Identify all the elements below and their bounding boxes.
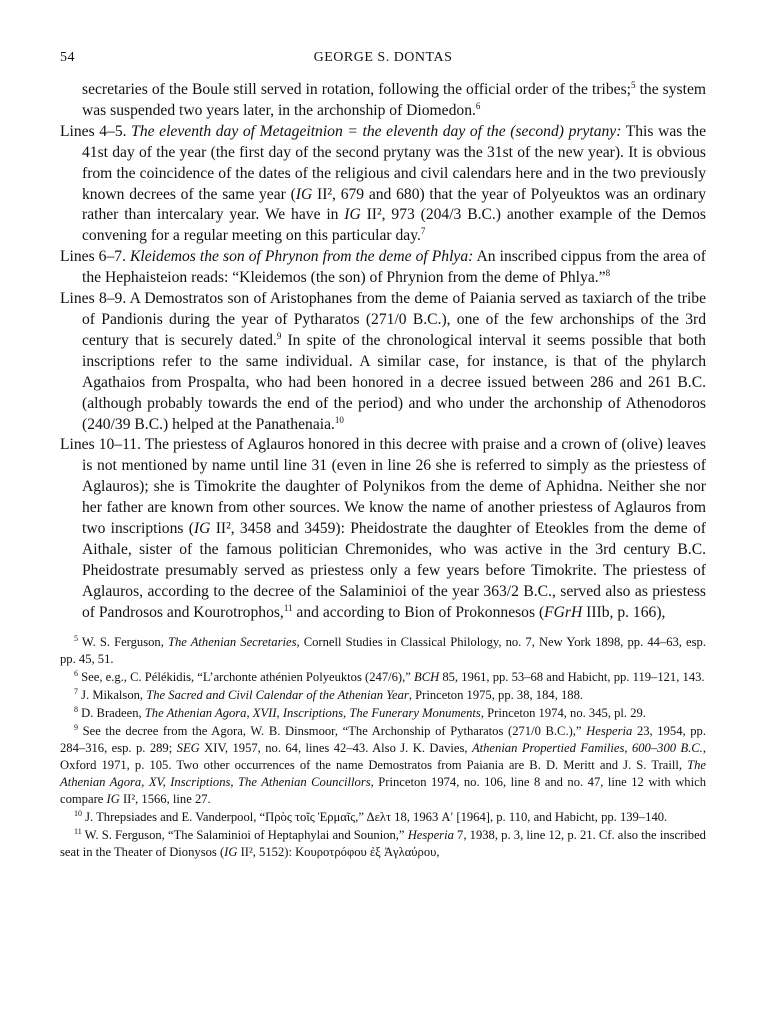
commentary-lines-10-11: Lines 10–11. The priestess of Aglauros honored in this decree with praise and a crown of (olive) leaves is not mentioned by name until line 31 (even in line 26 she is referred to simply as the priestess of Aglauros); she is Timokrite the daughter of Polynikos from the deme of Aphidna. Neither she nor her father are known from other sources. We know the name of another priestess of Aglauros from two inscriptions (IG II², 3458 and 3459): Pheidostrate the daughter of Eteokles from the deme of Aithale, sister of the famous politician Chremonides, who was active in the 3rd century B.C. Pheidostrate presumably served as priestess only a few years before Timokrite. The priestess of Aglauros, according to the decree of the Salaminioi of the year 363/2 B.C., served also as priestess of Pandrosos and Kourotrophos,$^{11}$ and according to Bion of Prokonnesos (FGrH IIIb, p. 166), [60,436,706,621]
commentary-lines-8-9: Lines 8–9. A Demostratos son of Aristophanes from the deme of Paiania served as taxiarch of the tribe of Pandionis during the year of Pytharatos (271/0 B.C.), one of the few archonships of the 3rd century that is securely dated.$^9$ In spite of the chronological interval it seems possible that both inscriptions refer to the same individual. A similar case, for instance, is that of the phylarch Agathaios from Prospalta, who had been honored in a decree issued between 286 and 261 B.C. (although probably towards the end of the period) and who under the archonship of Athenodoros (240/39 B.C.) helped at the Panathenaia.$^{10}$ [60,290,706,433]
page-number: 54 [60,50,75,65]
main-text [60,80,706,624]
footnotes [60,634,706,861]
footnote-5: $^5$ W. S. Ferguson, The Athenian Secretaries, Cornell Studies in Classical Philology, no. 7, New York 1898, pp. 44–63, esp. pp. 45, 51. [60,633,706,666]
running-head: GEORGE S. DONTAS [313,50,453,65]
footnote-7: $^7$ J. Mikalson, The Sacred and Civil Calendar of the Athenian Year, Princeton 1975, pp. 38, 184, 188. [74,686,584,702]
page-header [60,50,706,70]
page [60,50,706,862]
footnote-10: $^{10}$ J. Threpsiades and E. Vanderpool, “Πρὸς τοῖς Ἑρμαῖς,” Δελτ 18, 1963 A′ [1964], p. 110, and Habicht, pp. 139–140. [74,808,668,824]
paragraph-continuation: secretaries of the Boule still served in rotation, following the official order of the tribes;$^5$ the system was suspended two years later, in the archonship of Diomedon.$^6$ [82,80,707,119]
footnote-9: $^9$ See the decree from the Agora, W. B. Dinsmoor, “The Archonship of Pytharatos (271/0 B.C.),” Hesperia 23, 1954, pp. 284–316, esp. p. 289; SEG XIV, 1957, no. 64, lines 42–43. Also J. K. Davies, Athenian Propertied Families, 600–300 B.C., Oxford 1971, p. 105. Two other occurrences of the name Demostratos from Paiania are B. D. Meritt and J. S. Traill, The Athenian Agora, XV, Inscriptions, The Athenian Councillors, Princeton 1974, no. 106, line 8 and no. 47, line 12 with which compare IG II², 1566, line 27. [60,722,707,806]
commentary-lines-4-5: Lines 4–5. The eleventh day of Metageitnion = the eleventh day of the (second) prytany: This was the 41st day of the year (the first day of the second prytany was the 31st of the new year). It is obvious from the coincidence of the dates of the religious and civil calendars here and in the two previously known decrees of the same year (IG II², 679 and 680) that the year of Polyeuktos was an ordinary rather than intercalary year. We have in IG II², 973 (204/3 B.C.) another example of the Demos convening for a regular meeting on this particular day.$^7$ [60,122,706,245]
footnote-8: $^8$ D. Bradeen, The Athenian Agora, XVII, Inscriptions, The Funerary Monuments, Princeton 1974, no. 345, pl. 29. [74,704,646,720]
footnote-11: $^{11}$ W. S. Ferguson, “The Salaminioi of Heptaphylai and Sounion,” Hesperia 7, 1938, p. 3, line 12, p. 21. Cf. also the inscribed seat in the Theater of Dionysos (IG II², 5152): Κουροτρόφου ἐξ Ἀγλαύρου, [60,826,706,859]
footnote-6: $^6$ See, e.g., C. Pélékidis, “L’archonte athénien Polyeuktos (247/6),” BCH 85, 1961, pp. 53–68 and Habicht, pp. 119–121, 143. [74,668,705,684]
commentary-lines-6-7: Lines 6–7. Kleidemos the son of Phrynon from the deme of Phlya: An inscribed cippus from the area of the Hephaisteion reads: “Kleidemos (the son) of Phrynion from the deme of Phlya.”$^8$ [60,248,707,287]
